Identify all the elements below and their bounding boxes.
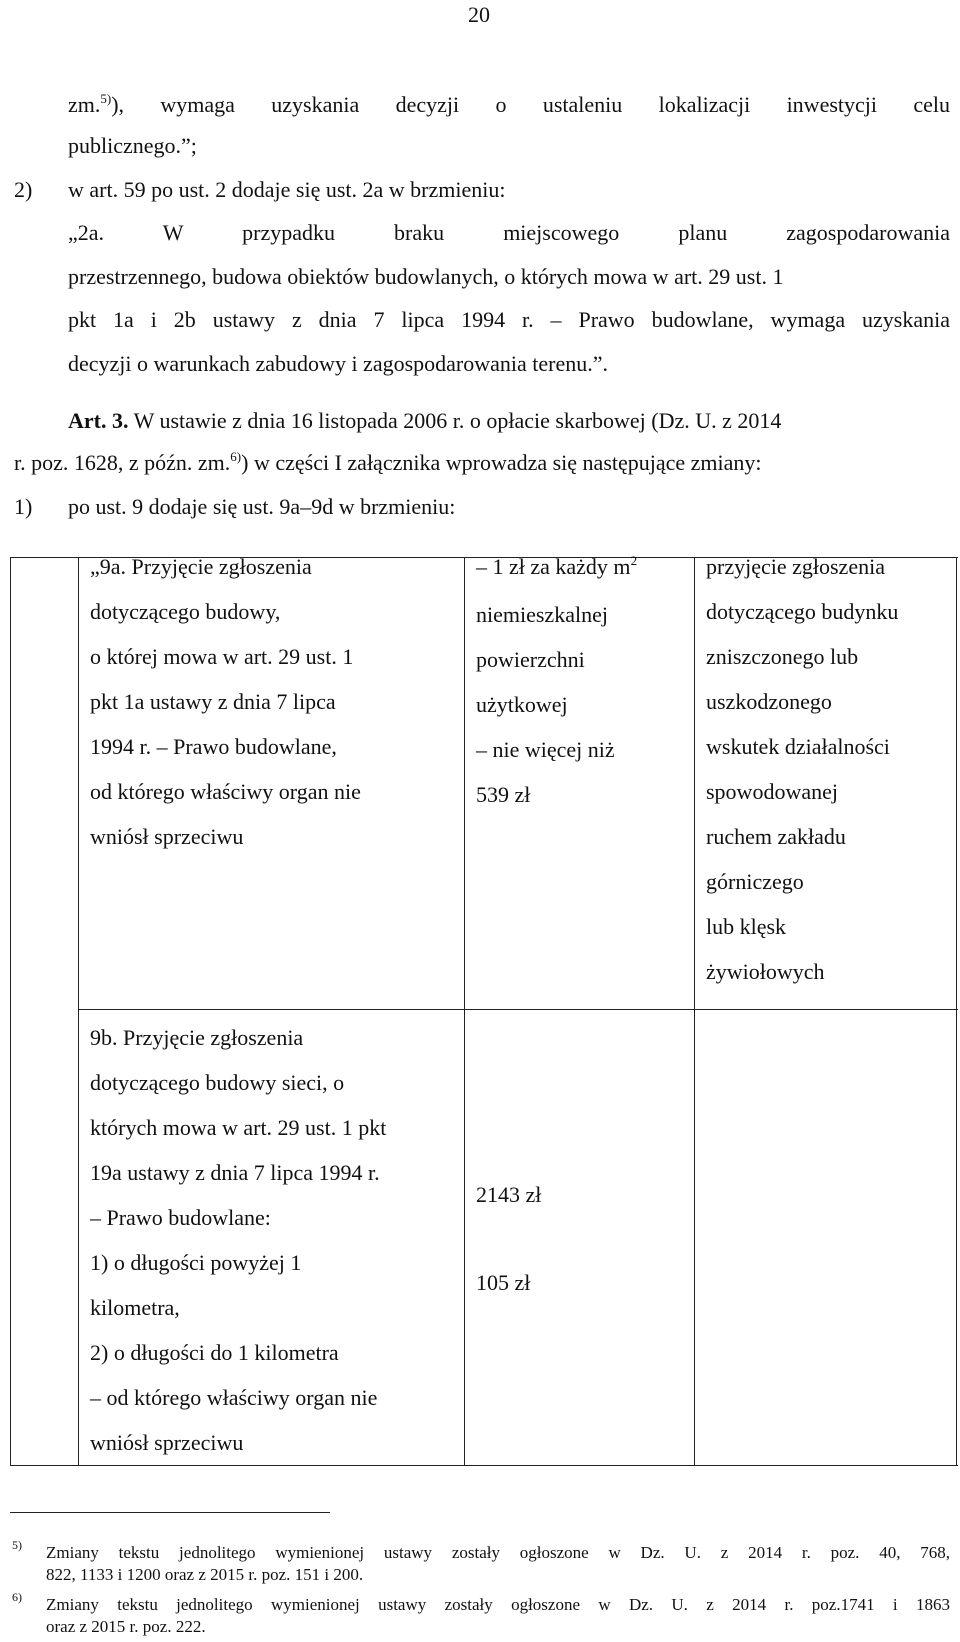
row-9a-fee-line: – nie więcej niż	[476, 737, 615, 762]
row-9b-line: których mowa w art. 29 ust. 1 pkt	[90, 1115, 387, 1140]
table-border-col3	[694, 557, 695, 1466]
row-9a-exemption-line: ruchem zakładu	[706, 824, 846, 849]
footnote-6-text	[46, 1594, 950, 1638]
table-border-col2	[464, 557, 465, 1466]
row-9a-fee-line: – 1 zł za każdy m	[476, 554, 631, 579]
row-9b-line: dotyczącego budowy sieci, o	[90, 1070, 345, 1095]
art-3-text: W ustawie z dnia 16 listopada 2006 r. o opłacie skarbowej (Dz. U. z 2014	[133, 408, 782, 433]
line1-start: zm.	[68, 92, 101, 117]
table-row-divider	[78, 1009, 958, 1010]
footnote-ref-5: 5)	[100, 91, 112, 106]
footnote-6-mark: 6)	[12, 1590, 22, 1604]
footnote-separator	[10, 1512, 330, 1513]
square-meter-exponent: 2	[630, 553, 638, 568]
row-9a-line: od którego właściwy organ nie	[90, 779, 361, 804]
art-3-line-2	[14, 449, 762, 475]
row-9a-fee-line: 539 zł	[476, 782, 531, 807]
row-9a-line: wniósł sprzeciwu	[90, 824, 244, 849]
row-9a-line: pkt 1a ustawy z dnia 7 lipca	[90, 689, 336, 714]
row-9b-line: 2) o długości do 1 kilometra	[90, 1340, 339, 1365]
row-9b-line: – Prawo budowlane:	[90, 1205, 271, 1230]
row-9b-line: 1) o długości powyżej 1	[90, 1250, 302, 1275]
row-9a-fee-line: powierzchni	[476, 647, 585, 672]
line1-text: ), wymaga uzyskania decyzji o ustaleniu lokalizacji inwestycji celu	[111, 92, 950, 117]
art-3-line-1	[68, 410, 781, 432]
row-9b-description	[90, 1015, 386, 1465]
row-9a-exemption-line: żywiołowych	[706, 959, 825, 984]
row-9b-line: kilometra,	[90, 1295, 180, 1320]
item-1-number: 1)	[14, 494, 33, 519]
art-3-line-2-start: r. poz. 1628, z późn. zm.	[14, 450, 231, 475]
row-9b-line: 19a ustawy z dnia 7 lipca 1994 r.	[90, 1160, 380, 1185]
row-9a-fee-line: użytkowej	[476, 692, 568, 717]
body-line-1	[68, 91, 950, 117]
row-9a-exemption	[706, 544, 898, 994]
body-line-2: publicznego.”;	[68, 133, 197, 158]
quote-line-4: decyzji o warunkach zabudowy i zagospodarowania terenu.”.	[68, 351, 608, 376]
row-9a-fee-line: niemieszkalnej	[476, 602, 608, 627]
row-9a-fee-first	[476, 544, 637, 592]
row-9b-line: 9b. Przyjęcie zgłoszenia	[90, 1025, 304, 1050]
row-9a-line: „9a. Przyjęcie zgłoszenia	[90, 554, 312, 579]
row-9b-line: wniósł sprzeciwu	[90, 1430, 244, 1455]
row-9a-exemption-line: lub klęsk	[706, 914, 787, 939]
row-9a-exemption-line: spowodowanej	[706, 779, 838, 804]
footnote-ref-6: 6)	[230, 449, 242, 464]
quote-line-3-text: pkt 1a i 2b ustawy z dnia 7 lipca 1994 r. – Prawo budowlane, wymaga uzyskania	[68, 307, 950, 332]
quote-line-3	[68, 309, 950, 331]
table-border-bottom	[10, 1465, 958, 1466]
footnote-5-mark: 5)	[12, 1538, 22, 1552]
row-9a-exemption-line: zniszczonego lub	[706, 644, 859, 669]
row-9b-fee-up-to-1km: 105 zł	[476, 1270, 531, 1295]
item-1-text: po ust. 9 dodaje się ust. 9a–9d w brzmieniu:	[68, 494, 456, 519]
row-9a-exemption-line: dotyczącego budynku	[706, 599, 899, 624]
footnote-6-line-1: Zmiany tekstu jednolitego wymienionej ustawy zostały ogłoszone w Dz. U. z 2014 r. poz.1741 i 1863	[46, 1595, 950, 1614]
quote-line-1	[68, 222, 950, 244]
table-border-right	[956, 557, 957, 1466]
row-9a-exemption-line: górniczego	[706, 869, 804, 894]
footnote-5-line-2: 822, 1133 i 1200 oraz z 2015 r. poz. 151 i 200.	[46, 1565, 364, 1584]
art-3-label: Art. 3.	[68, 408, 129, 433]
row-9b-line: – od którego właściwy organ nie	[90, 1385, 378, 1410]
item-2-text: w art. 59 po ust. 2 dodaje się ust. 2a w brzmieniu:	[68, 177, 506, 202]
row-9a-exemption-line: przyjęcie zgłoszenia	[706, 554, 885, 579]
row-9a-fee	[476, 544, 637, 817]
footnote-6-line-2: oraz z 2015 r. poz. 222.	[46, 1617, 206, 1636]
row-9a-line: dotyczącego budowy,	[90, 599, 281, 624]
row-9a-line: 1994 r. – Prawo budowlane,	[90, 734, 337, 759]
fee-table	[10, 553, 958, 1466]
quote-line-1-text: „2a. W przypadku braku miejscowego planu zagospodarowania	[68, 220, 950, 245]
page-number: 20	[468, 2, 490, 27]
row-9a-line: o której mowa w art. 29 ust. 1	[90, 644, 354, 669]
footnote-5-line-1: Zmiany tekstu jednolitego wymienionej ustawy zostały ogłoszone w Dz. U. z 2014 r. poz. 40, 768,	[46, 1543, 950, 1562]
item-2-number: 2)	[14, 177, 33, 202]
row-9a-description	[90, 544, 361, 859]
footnote-5-text	[46, 1542, 950, 1586]
quote-line-2: przestrzennego, budowa obiektów budowlanych, o których mowa w art. 29 ust. 1	[68, 264, 784, 289]
art-3-line-2-end: ) w części I załącznika wprowadza się następujące zmiany:	[241, 450, 762, 475]
row-9a-exemption-line: wskutek działalności	[706, 734, 890, 759]
row-9a-exemption-line: uszkodzonego	[706, 689, 832, 714]
table-border-left	[10, 557, 11, 1466]
row-9b-fee-over-1km: 2143 zł	[476, 1182, 542, 1207]
table-border-col1	[78, 557, 79, 1466]
